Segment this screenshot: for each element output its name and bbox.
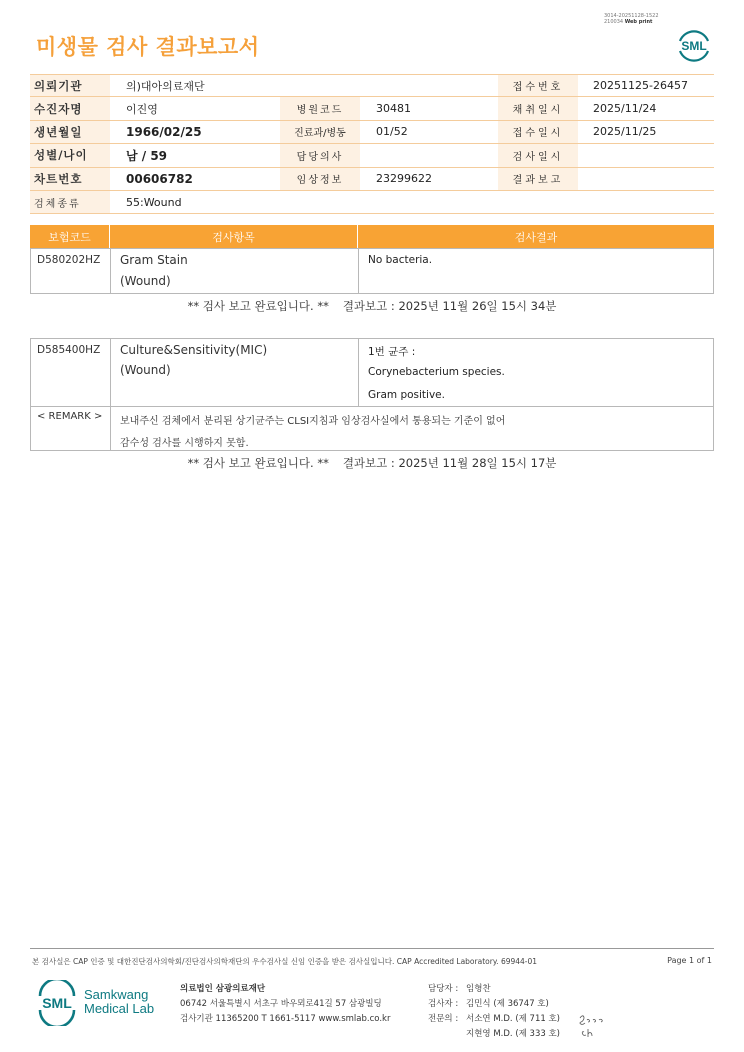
- department: 01/52: [376, 125, 408, 139]
- print-label: Web print: [624, 19, 653, 25]
- col-insurance-code: 보험코드: [48, 230, 91, 244]
- page-number: Page 1 of 1: [667, 956, 712, 965]
- label-sex-age: 성별/나이: [30, 144, 110, 166]
- info-row: [30, 97, 714, 120]
- test-block-culture: [30, 338, 714, 451]
- receipt-date: 2025/11/25: [593, 125, 657, 139]
- clinical-info: 23299622: [376, 172, 432, 186]
- staff-row: 검사자 : 김민식 (제 36747 호): [428, 999, 549, 1009]
- sml-logo-icon: [675, 27, 713, 63]
- result-organism: Corynebacterium species.: [368, 366, 505, 378]
- label-chart-no: 차트번호: [30, 168, 110, 190]
- label-receipt-no: 접수번호: [498, 75, 578, 96]
- result-strain-label: 1번 균주 :: [368, 346, 416, 358]
- birth-date: 1966/02/25: [126, 124, 202, 139]
- test-code: D585400HZ: [37, 344, 101, 356]
- label-birth-date: 생년월일: [30, 121, 110, 143]
- org-info: [180, 982, 390, 1027]
- org-contact: 검사기관 11365200 T 1661-5117 www.smlab.co.kr: [180, 1014, 391, 1024]
- svg-text:SML: SML: [681, 39, 707, 53]
- label-receipt-date: 접수일시: [498, 121, 578, 143]
- svg-text:SML: SML: [42, 995, 72, 1011]
- label-result-report: 결과보고: [498, 168, 578, 190]
- staff-row: 담당자 : 임형찬: [428, 984, 491, 994]
- info-row: [30, 121, 714, 144]
- results-table-header: [30, 225, 714, 248]
- test-item-specimen: (Wound): [120, 363, 171, 377]
- sex-age: 남 / 59: [126, 148, 168, 163]
- label-clinical-info: 임상정보: [280, 168, 360, 190]
- label-hospital-code: 병원코드: [280, 97, 360, 119]
- label-doctor: 담당의사: [280, 144, 360, 166]
- staff-list: [428, 982, 560, 1042]
- test-item-name: Gram Stain: [120, 253, 188, 267]
- collection-date: 2025/11/24: [593, 102, 657, 116]
- label-specimen-type: 검체종류: [30, 191, 110, 213]
- label-requesting-org: 의뢰기관: [30, 75, 110, 96]
- org-address: 06742 서울특별시 서초구 바우뫼로41길 57 삼광빌딩: [180, 999, 382, 1009]
- print-code: 3014-20251128-1522: [604, 13, 659, 19]
- accreditation-note: 본 검사실은 CAP 인증 및 대한진단검사의학회/진단검사의학재단의 우수검사실 신임 인증을 받은 검사실입니다. CAP Accredited Laboratory. 69944-01: [32, 957, 538, 966]
- col-test-item: 검사항목: [212, 230, 255, 244]
- report-complete-label: ** 검사 보고 완료입니다. **: [187, 456, 329, 470]
- remark-line: 감수성 검사를 시행하지 못함.: [120, 438, 249, 449]
- brand-name: Samkwang Medical Lab: [84, 987, 155, 1016]
- patient-name: 이진영: [126, 102, 158, 116]
- staff-row: 지현영 M.D. (제 333 호): [466, 1029, 561, 1039]
- result-gram: Gram positive.: [368, 389, 445, 401]
- remark-label: < REMARK >: [37, 411, 103, 422]
- test-result: No bacteria.: [368, 254, 433, 266]
- report-complete-line: [0, 455, 744, 471]
- test-block-gram-stain: [30, 248, 714, 294]
- handwritten-signature: [576, 1010, 610, 1040]
- info-row: [30, 74, 714, 97]
- label-collection-date: 채취일시: [498, 97, 578, 119]
- staff-row: 전문의 : 서소연 M.D. (제 711 호): [428, 1014, 561, 1024]
- info-row: [30, 191, 714, 214]
- test-item-specimen: (Wound): [120, 274, 171, 288]
- print-sub: 210034: [604, 19, 624, 25]
- info-row: [30, 144, 714, 167]
- print-meta: [604, 13, 659, 25]
- org-name: 의료법인 삼광의료재단: [180, 984, 266, 994]
- report-complete-line: [0, 298, 744, 314]
- requesting-org: 의)대아의료재단: [126, 79, 205, 93]
- footer-divider: [30, 948, 714, 949]
- chart-no: 00606782: [126, 171, 193, 186]
- receipt-no: 20251125-26457: [593, 79, 688, 93]
- hospital-code: 30481: [376, 102, 411, 116]
- report-title: 미생물 검사 결과보고서: [36, 35, 260, 59]
- col-test-result: 검사결과: [514, 230, 558, 244]
- info-row: [30, 168, 714, 191]
- test-item-name: Culture&Sensitivity(MIC): [120, 343, 268, 357]
- report-complete-label: ** 검사 보고 완료입니다. **: [187, 299, 329, 313]
- sml-logo-icon: [36, 980, 78, 1026]
- remark-line: 보내주신 검체에서 분리된 상기균주는 CLSI지침과 임상검사실에서 통용되는 기준이 없어: [120, 416, 506, 427]
- label-department: 진료과/병동: [280, 121, 360, 143]
- patient-info-table: [30, 74, 714, 214]
- report-time: 결과보고 : 2025년 11월 26일 15시 34분: [342, 299, 557, 313]
- label-patient-name: 수진자명: [30, 97, 110, 119]
- label-test-date: 검사일시: [498, 144, 578, 166]
- report-time: 결과보고 : 2025년 11월 28일 15시 17분: [342, 456, 557, 470]
- specimen-type: 55:Wound: [126, 195, 182, 209]
- test-code: D580202HZ: [37, 254, 101, 266]
